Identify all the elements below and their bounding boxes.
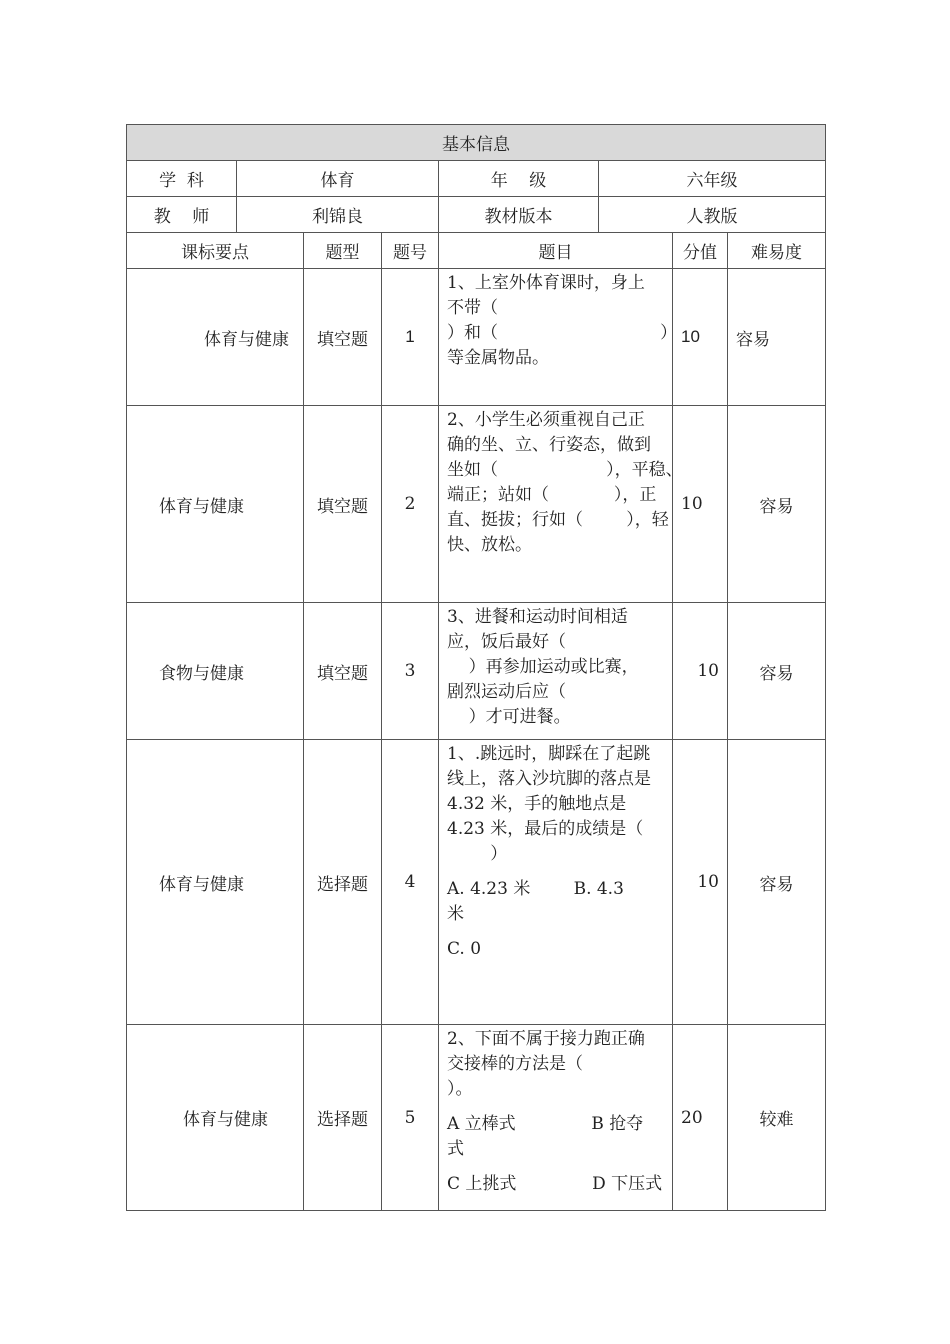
options-block	[447, 1112, 666, 1197]
question-cell	[439, 603, 673, 740]
question-line: ）。	[447, 1079, 473, 1099]
question-line: 应，饭后最好（	[447, 632, 566, 652]
grade-label: 年 级	[439, 161, 599, 197]
question-line: 2、下面不属于接力跑正确	[447, 1029, 645, 1049]
number-cell: 3	[382, 603, 439, 740]
type-cell: 填空题	[304, 603, 382, 740]
header-row	[127, 125, 826, 161]
question-line: 不带（	[447, 298, 498, 318]
standard-cell: 体育与健康	[127, 269, 304, 406]
question-line: 端正；站如（ ），正	[447, 485, 657, 505]
subject-label: 学 科	[127, 161, 237, 197]
number-cell: 4	[382, 740, 439, 1025]
difficulty-cell: 容易	[728, 603, 826, 740]
option-line: C 上挑式 D 下压式	[447, 1174, 663, 1194]
column-header-row	[127, 233, 826, 269]
question-table	[126, 124, 826, 1211]
question-line: ）	[447, 844, 508, 864]
option-line: C. 0	[447, 939, 482, 959]
table-row	[127, 740, 826, 1025]
number-cell: 1	[382, 269, 439, 406]
col-score: 分值	[673, 233, 728, 269]
question-line: 1、上室外体育课时，身上	[447, 273, 645, 293]
info-row-subject	[127, 161, 826, 197]
question-line: 4.23 米，最后的成绩是（	[447, 819, 644, 839]
type-cell: 填空题	[304, 269, 382, 406]
option-line: A 立棒式 B 抢夺	[447, 1114, 644, 1134]
table-row	[127, 603, 826, 740]
option-line: A. 4.23 米 B. 4.3	[447, 879, 624, 899]
number-cell: 2	[382, 406, 439, 603]
question-line: 2、小学生必须重视自己正	[447, 410, 645, 430]
question-line: 3、进餐和运动时间相适	[447, 607, 628, 627]
type-cell: 填空题	[304, 406, 382, 603]
standard-cell: 食物与健康	[127, 603, 304, 740]
type-cell: 选择题	[304, 740, 382, 1025]
standard-cell: 体育与健康	[127, 1025, 304, 1211]
col-number: 题号	[382, 233, 439, 269]
number-cell: 5	[382, 1025, 439, 1211]
col-difficulty: 难易度	[728, 233, 826, 269]
teacher-value: 利锦良	[237, 197, 439, 233]
score-cell: 10	[673, 269, 728, 406]
type-cell: 选择题	[304, 1025, 382, 1211]
question-line: ）和（ ）	[447, 323, 678, 343]
option-line: 米	[447, 904, 464, 924]
score-cell: 10	[673, 740, 728, 1025]
question-cell	[439, 406, 683, 603]
score-cell: 10	[673, 406, 728, 603]
question-line: 确的坐、立、行姿态，做到	[447, 435, 651, 455]
question-line: 剧烈运动后应（	[447, 682, 566, 702]
col-question: 题目	[439, 233, 673, 269]
question-line: 坐如（ ），平稳、	[447, 460, 683, 480]
subject-value: 体育	[237, 161, 439, 197]
question-line: 快、放松。	[447, 535, 532, 555]
standard-cell: 体育与健康	[127, 406, 304, 603]
question-line: 交接棒的方法是（	[447, 1054, 583, 1074]
question-cell	[439, 1025, 673, 1211]
table-row	[127, 269, 826, 406]
difficulty-cell: 容易	[728, 269, 826, 406]
info-row-teacher	[127, 197, 826, 233]
question-line: ）才可进餐。	[447, 707, 571, 727]
question-line: 线上，落入沙坑脚的落点是	[447, 769, 651, 789]
question-cell	[439, 269, 678, 406]
col-type: 题型	[304, 233, 382, 269]
score-cell: 20	[673, 1025, 728, 1211]
table-row	[127, 406, 826, 603]
difficulty-cell: 较难	[728, 1025, 826, 1211]
score-cell: 10	[673, 603, 728, 740]
table-title: 基本信息	[127, 125, 826, 161]
question-cell	[439, 740, 673, 1025]
table-row	[127, 1025, 826, 1211]
question-line: ）再参加运动或比赛，	[447, 657, 639, 677]
teacher-label: 教 师	[127, 197, 237, 233]
grade-value: 六年级	[599, 161, 826, 197]
question-line: 4.32 米，手的触地点是	[447, 794, 627, 814]
standard-cell: 体育与健康	[127, 740, 304, 1025]
edition-label: 教材版本	[439, 197, 599, 233]
question-line: 直、挺拔；行如（ ），轻	[447, 510, 669, 530]
question-line: 1、.跳远时，脚踩在了起跳	[447, 744, 651, 764]
question-line: 等金属物品。	[447, 348, 549, 368]
difficulty-cell: 容易	[728, 740, 826, 1025]
edition-value: 人教版	[599, 197, 826, 233]
options-block	[447, 877, 666, 962]
col-standard: 课标要点	[127, 233, 304, 269]
difficulty-cell: 容易	[728, 406, 826, 603]
option-line: 式	[447, 1139, 464, 1159]
